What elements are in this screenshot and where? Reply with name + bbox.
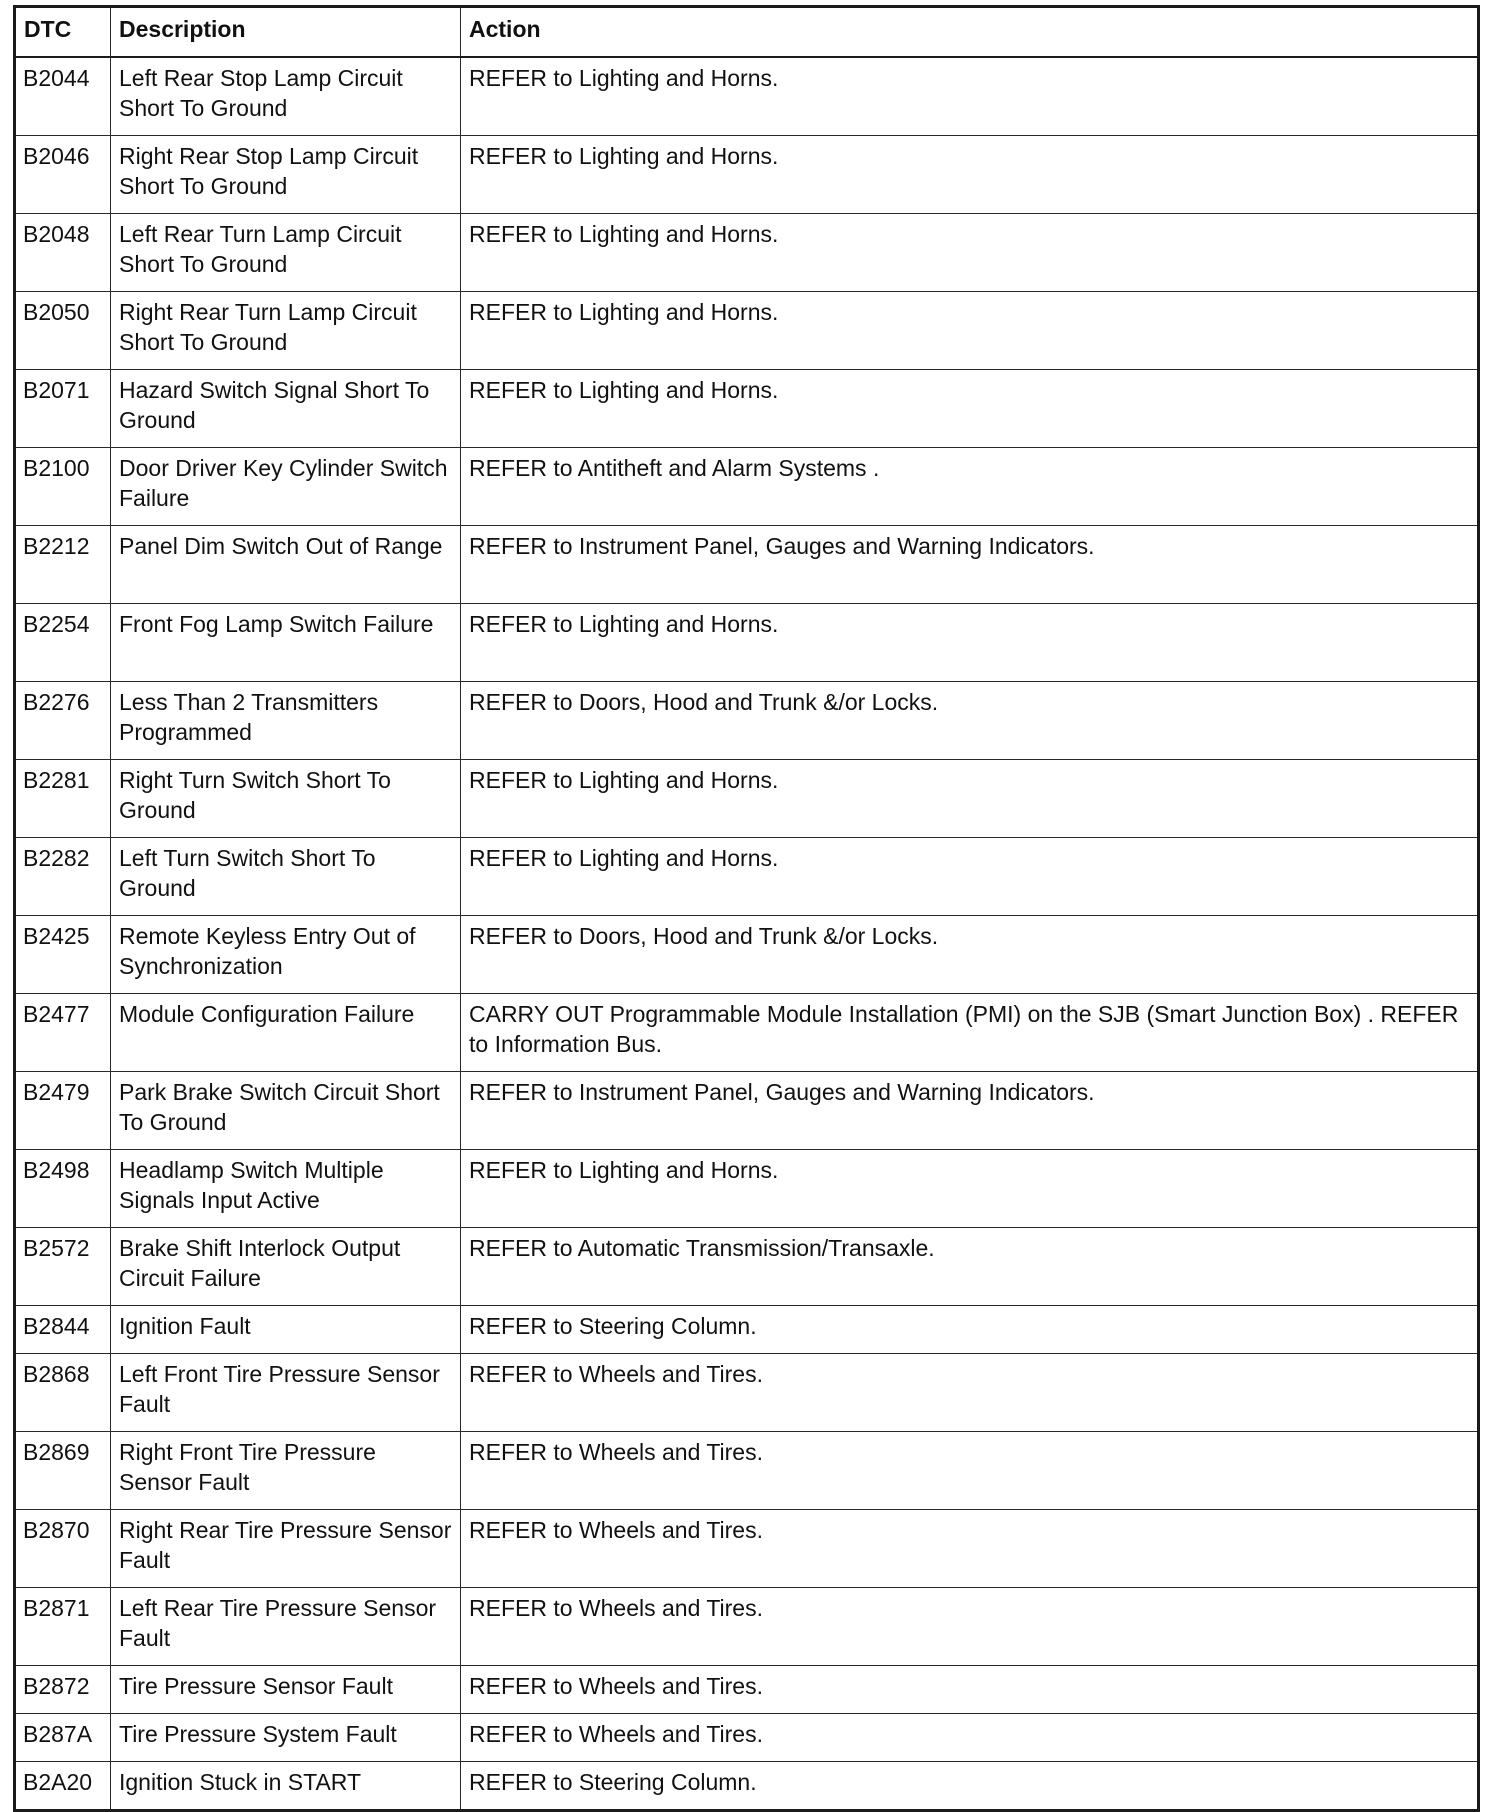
table-row [15,292,1479,370]
table-row [15,1666,1479,1714]
description-cell: Headlamp Switch Multiple Signals Input Active [111,1150,461,1228]
action-cell: REFER to Lighting and Horns. [461,604,1479,682]
dtc-code-cell: B2868 [15,1354,111,1432]
table-header-row [15,7,1479,58]
dtc-code-cell: B2071 [15,370,111,448]
action-cell: REFER to Wheels and Tires. [461,1714,1479,1762]
table-row [15,1306,1479,1354]
table-row [15,1432,1479,1510]
dtc-code-cell: B2276 [15,682,111,760]
dtc-code-cell: B2479 [15,1072,111,1150]
description-cell: Front Fog Lamp Switch Failure [111,604,461,682]
action-cell: REFER to Wheels and Tires. [461,1354,1479,1432]
action-cell: CARRY OUT Programmable Module Installation (PMI) on the SJB (Smart Junction Box) . REFER to Information Bus. [461,994,1479,1072]
description-cell: Module Configuration Failure [111,994,461,1072]
action-cell: REFER to Instrument Panel, Gauges and Warning Indicators. [461,1072,1479,1150]
action-cell: REFER to Lighting and Horns. [461,57,1479,136]
action-cell: REFER to Doors, Hood and Trunk &/or Locks. [461,916,1479,994]
dtc-code-cell: B2254 [15,604,111,682]
description-cell: Park Brake Switch Circuit Short To Ground [111,1072,461,1150]
dtc-code-cell: B2871 [15,1588,111,1666]
table-row [15,1072,1479,1150]
dtc-code-cell: B2050 [15,292,111,370]
table-row [15,57,1479,136]
description-cell: Left Rear Stop Lamp Circuit Short To Ground [111,57,461,136]
dtc-code-cell: B2872 [15,1666,111,1714]
table-row [15,526,1479,604]
description-cell: Panel Dim Switch Out of Range [111,526,461,604]
table-row [15,1150,1479,1228]
action-cell: REFER to Lighting and Horns. [461,838,1479,916]
header-description: Description [111,7,461,58]
action-cell: REFER to Automatic Transmission/Transaxle. [461,1228,1479,1306]
description-cell: Brake Shift Interlock Output Circuit Failure [111,1228,461,1306]
action-cell: REFER to Wheels and Tires. [461,1432,1479,1510]
description-cell: Remote Keyless Entry Out of Synchronization [111,916,461,994]
table-row [15,1510,1479,1588]
action-cell: REFER to Wheels and Tires. [461,1588,1479,1666]
table-row [15,214,1479,292]
description-cell: Right Front Tire Pressure Sensor Fault [111,1432,461,1510]
table-row [15,994,1479,1072]
header-action: Action [461,7,1479,58]
description-cell: Left Rear Tire Pressure Sensor Fault [111,1588,461,1666]
table-row [15,1762,1479,1811]
table-row [15,916,1479,994]
dtc-table [13,5,1480,1812]
description-cell: Tire Pressure System Fault [111,1714,461,1762]
dtc-code-cell: B2870 [15,1510,111,1588]
description-cell: Door Driver Key Cylinder Switch Failure [111,448,461,526]
dtc-code-cell: B2A20 [15,1762,111,1811]
table-row [15,448,1479,526]
table-row [15,682,1479,760]
dtc-code-cell: B2425 [15,916,111,994]
action-cell: REFER to Lighting and Horns. [461,1150,1479,1228]
table-row [15,1228,1479,1306]
description-cell: Ignition Stuck in START [111,1762,461,1811]
action-cell: REFER to Antitheft and Alarm Systems . [461,448,1479,526]
description-cell: Left Front Tire Pressure Sensor Fault [111,1354,461,1432]
table-row [15,1714,1479,1762]
action-cell: REFER to Steering Column. [461,1306,1479,1354]
dtc-code-cell: B2100 [15,448,111,526]
action-cell: REFER to Lighting and Horns. [461,214,1479,292]
action-cell: REFER to Doors, Hood and Trunk &/or Locks. [461,682,1479,760]
description-cell: Right Turn Switch Short To Ground [111,760,461,838]
description-cell: Ignition Fault [111,1306,461,1354]
description-cell: Left Turn Switch Short To Ground [111,838,461,916]
table-row [15,136,1479,214]
action-cell: REFER to Lighting and Horns. [461,760,1479,838]
action-cell: REFER to Wheels and Tires. [461,1510,1479,1588]
dtc-code-cell: B2048 [15,214,111,292]
dtc-code-cell: B2477 [15,994,111,1072]
dtc-code-cell: B2046 [15,136,111,214]
dtc-table-body [15,57,1479,1811]
table-row [15,370,1479,448]
dtc-code-cell: B2498 [15,1150,111,1228]
dtc-document [13,5,1477,1812]
description-cell: Right Rear Tire Pressure Sensor Fault [111,1510,461,1588]
action-cell: REFER to Steering Column. [461,1762,1479,1811]
action-cell: REFER to Lighting and Horns. [461,292,1479,370]
dtc-code-cell: B2212 [15,526,111,604]
dtc-code-cell: B2282 [15,838,111,916]
table-row [15,604,1479,682]
action-cell: REFER to Wheels and Tires. [461,1666,1479,1714]
table-row [15,838,1479,916]
dtc-code-cell: B287A [15,1714,111,1762]
dtc-code-cell: B2572 [15,1228,111,1306]
header-dtc: DTC [15,7,111,58]
dtc-code-cell: B2044 [15,57,111,136]
table-row [15,1588,1479,1666]
description-cell: Tire Pressure Sensor Fault [111,1666,461,1714]
description-cell: Right Rear Stop Lamp Circuit Short To Ground [111,136,461,214]
action-cell: REFER to Lighting and Horns. [461,136,1479,214]
description-cell: Hazard Switch Signal Short To Ground [111,370,461,448]
description-cell: Less Than 2 Transmitters Programmed [111,682,461,760]
table-row [15,1354,1479,1432]
description-cell: Left Rear Turn Lamp Circuit Short To Ground [111,214,461,292]
dtc-code-cell: B2281 [15,760,111,838]
dtc-code-cell: B2869 [15,1432,111,1510]
action-cell: REFER to Instrument Panel, Gauges and Warning Indicators. [461,526,1479,604]
description-cell: Right Rear Turn Lamp Circuit Short To Ground [111,292,461,370]
dtc-code-cell: B2844 [15,1306,111,1354]
table-row [15,760,1479,838]
action-cell: REFER to Lighting and Horns. [461,370,1479,448]
